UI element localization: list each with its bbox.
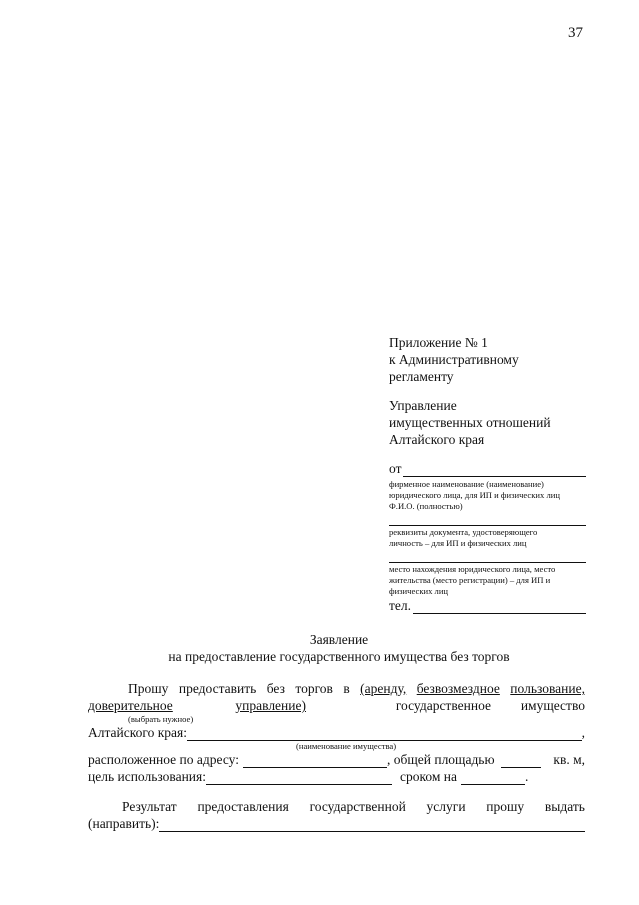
option-text: безвозмездное xyxy=(416,681,500,696)
address-hint xyxy=(389,564,586,597)
term-input[interactable] xyxy=(461,772,525,785)
term-label: сроком на xyxy=(400,769,457,784)
hint-line: Ф.И.О. (полностью) xyxy=(389,501,463,511)
option-text: (аренду, xyxy=(360,681,407,696)
applicant-block xyxy=(389,461,586,614)
word: без xyxy=(266,681,285,696)
hint-line: личность – для ИП и физических лиц xyxy=(389,538,527,548)
request-paragraph xyxy=(88,680,585,785)
purpose-row xyxy=(88,768,585,785)
result-line-2 xyxy=(88,815,585,832)
hint-line: фирменное наименование (наименование) xyxy=(389,479,544,489)
word: имущество xyxy=(520,698,585,713)
from-name-field[interactable] xyxy=(403,464,586,477)
altai-label: Алтайского края: xyxy=(88,725,187,740)
word: Прошу xyxy=(128,681,169,696)
address-input[interactable] xyxy=(243,755,387,768)
hint-line: реквизиты документа, удостоверяющего xyxy=(389,527,538,537)
word: в xyxy=(343,681,350,696)
word: услуги xyxy=(426,799,466,814)
addressee-line-1: Управление xyxy=(389,398,457,413)
option-text: управление) xyxy=(235,698,306,713)
area-unit: кв. м, xyxy=(553,752,585,767)
property-hint: (наименование имущества) xyxy=(296,741,397,751)
document-title xyxy=(0,631,639,665)
word: предоставить xyxy=(178,681,257,696)
address-row xyxy=(88,751,585,768)
request-line-1 xyxy=(88,680,585,697)
title-line-1: Заявление xyxy=(309,632,369,647)
word: торгов xyxy=(295,681,333,696)
tel-field[interactable] xyxy=(413,601,586,614)
appendix-line-1: Приложение № 1 xyxy=(389,335,488,350)
appendix-line-3: регламенту xyxy=(389,369,454,384)
hint-line: место нахождения юридического лица, место xyxy=(389,564,556,574)
period: . xyxy=(525,769,529,784)
word: Результат xyxy=(122,799,177,814)
addressee-block xyxy=(389,397,551,448)
word: предоставления xyxy=(197,799,289,814)
document-field[interactable] xyxy=(389,525,586,526)
hint-line: юридического лица, для ИП и физических лиц xyxy=(389,490,560,500)
word: государственной xyxy=(309,799,406,814)
tel-label: тел. xyxy=(389,598,412,613)
result-paragraph xyxy=(88,798,585,832)
word: выдать xyxy=(544,799,585,814)
result-delivery-field[interactable] xyxy=(159,819,585,832)
request-line-2 xyxy=(88,697,585,714)
area-input[interactable] xyxy=(501,755,541,768)
addressee-line-2: имущественных отношений xyxy=(389,415,551,430)
result-label: (направить): xyxy=(88,816,160,831)
from-row xyxy=(389,461,586,477)
property-row xyxy=(88,724,585,741)
comma: , xyxy=(581,725,585,740)
choose-hint: (выбрать нужное) xyxy=(128,714,194,724)
addressee-line-3: Алтайского края xyxy=(389,432,485,447)
option-text: пользование, xyxy=(510,681,585,696)
word: государственное xyxy=(395,698,491,713)
purpose-input[interactable] xyxy=(206,772,392,785)
hint-line: физических лиц xyxy=(389,586,449,596)
address-field[interactable] xyxy=(389,562,586,563)
purpose-label: цель использования: xyxy=(88,769,206,784)
hint-line: жительства (место регистрации) – для ИП и xyxy=(389,575,551,585)
option-underlined xyxy=(88,697,306,714)
page-number: 37 xyxy=(568,25,583,41)
from-name-hint xyxy=(389,479,586,512)
appendix-header xyxy=(389,334,519,385)
area-label: , общей площадью xyxy=(386,752,495,767)
address-label: расположенное по адресу: xyxy=(88,752,239,767)
from-label: от xyxy=(389,461,402,476)
option-text: доверительное xyxy=(88,698,173,713)
word: прошу xyxy=(486,799,525,814)
appendix-line-2: к Административному xyxy=(389,352,519,367)
title-line-2: на предоставление государственного имущества без торгов xyxy=(168,649,510,664)
document-hint xyxy=(389,527,586,549)
property-name-field[interactable] xyxy=(187,728,582,741)
result-line-1 xyxy=(88,798,585,815)
tel-row xyxy=(389,598,586,614)
